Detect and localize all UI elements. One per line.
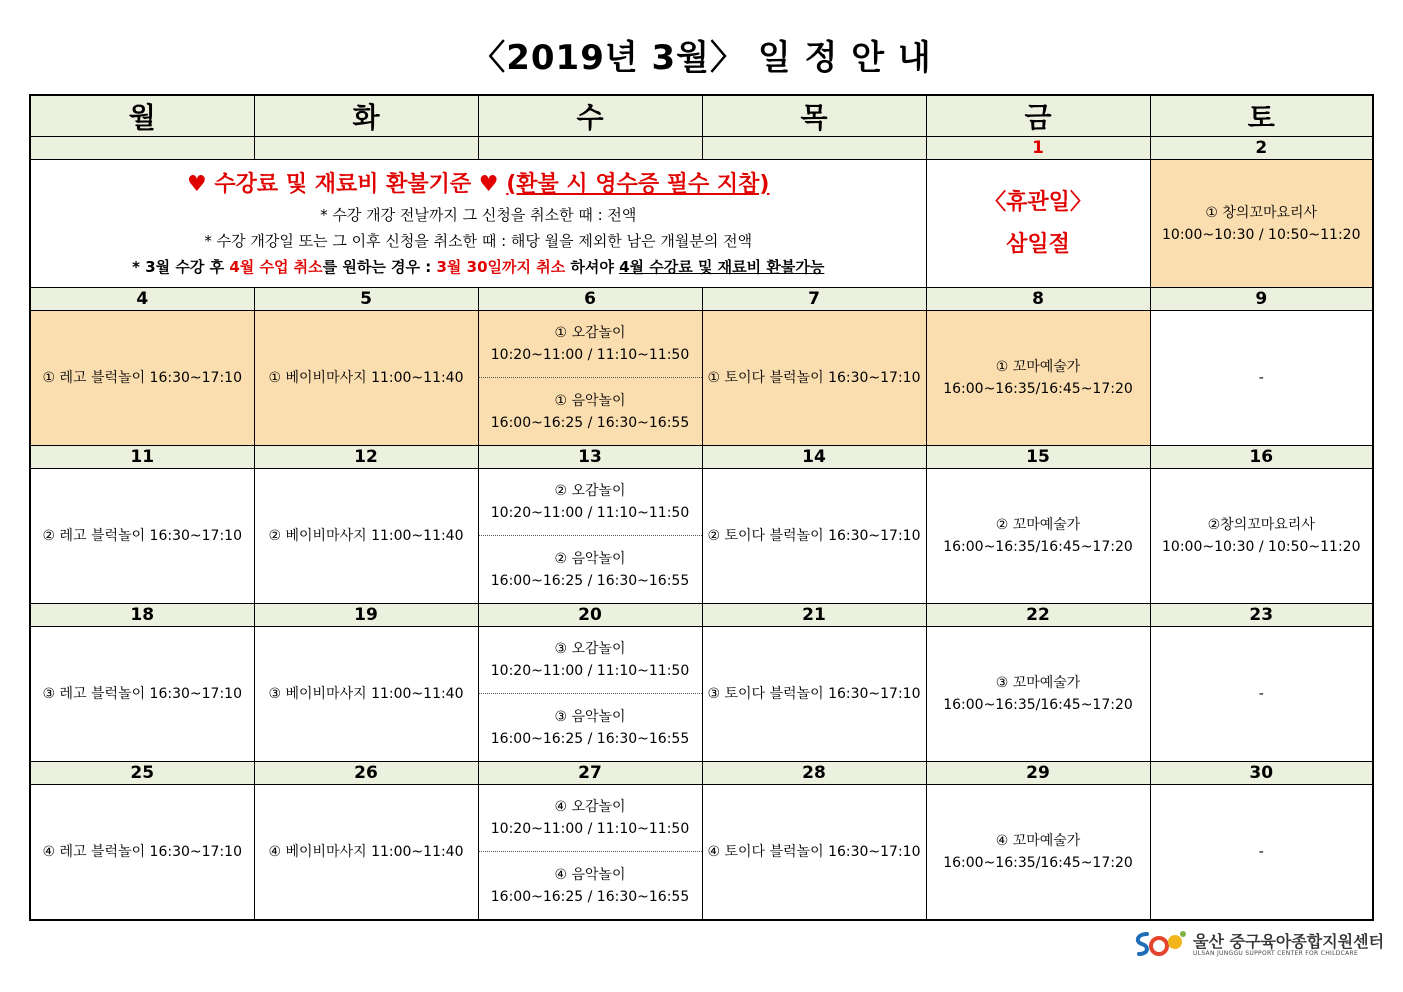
- logo-subtitle: ULSAN JUNGGU SUPPORT CENTER FOR CHILDCARE: [1193, 950, 1359, 957]
- date-cell: 23: [1150, 604, 1373, 627]
- program-time: 16:00~16:25 / 16:30~16:55: [490, 730, 690, 747]
- schedule-cell-thu: ③ 토이다 블럭놀이 16:30~17:10: [702, 627, 926, 762]
- program-name: ③ 오감놀이: [554, 641, 626, 657]
- date-row: [30, 604, 1373, 627]
- logo-name: 울산 중구육아종합지원센터: [1193, 932, 1385, 951]
- program-name: ① 꼬마예술가: [995, 359, 1081, 375]
- date-cell: 9: [1150, 288, 1373, 311]
- date-cell-holiday: 1: [926, 137, 1150, 160]
- weekday-tue: 화: [254, 95, 478, 137]
- logo-icon: [1133, 928, 1189, 960]
- schedule-cell-tue: ① 베이비마사지 11:00~11:40: [254, 311, 478, 446]
- date-cell: 26: [254, 762, 478, 785]
- schedule-cell-sat: [1150, 627, 1373, 762]
- weekday-header-row: [30, 95, 1373, 137]
- date-cell: 22: [926, 604, 1150, 627]
- program-name: ① 창의꼬마요리사: [1205, 204, 1318, 221]
- schedule-cell-thu: ④ 토이다 블럭놀이 16:30~17:10: [702, 785, 926, 921]
- date-cell: 11: [30, 446, 254, 469]
- schedule-cell-tue: ② 베이비마사지 11:00~11:40: [254, 469, 478, 604]
- schedule-cell-sat: [1150, 469, 1373, 604]
- program-name: ④ 꼬마예술가: [995, 833, 1081, 849]
- date-cell: [30, 137, 254, 160]
- date-row: [30, 446, 1373, 469]
- date-cell: 20: [478, 604, 702, 627]
- refund-heading-right: (환불 시 영수증 필수 지참): [506, 171, 770, 197]
- weekday-thu: 목: [702, 95, 926, 137]
- schedule-cell-mon: ① 레고 블럭놀이 16:30~17:10: [30, 311, 254, 446]
- program-name: -: [1258, 370, 1264, 386]
- page-title: 〈2019년 3월〉 일 정 안 내: [471, 38, 932, 78]
- wed-morning: [479, 469, 702, 536]
- refund-policy: [30, 160, 926, 288]
- date-cell: [478, 137, 702, 160]
- date-cell: [254, 137, 478, 160]
- date-cell: 21: [702, 604, 926, 627]
- program-name: ③ 꼬마예술가: [995, 675, 1081, 691]
- wed-morning: [479, 785, 702, 852]
- weekday-wed: 수: [478, 95, 702, 137]
- program-time: 16:00~16:35/16:45~17:20: [943, 539, 1133, 555]
- date-cell: 19: [254, 604, 478, 627]
- date-cell: 25: [30, 762, 254, 785]
- program-name: -: [1258, 844, 1264, 860]
- date-cell: 2: [1150, 137, 1373, 160]
- schedule-cell-wed: [478, 627, 702, 762]
- schedule-cell-wed: [478, 311, 702, 446]
- refund-heading: [31, 168, 926, 202]
- schedule-cell-fri: [926, 469, 1150, 604]
- refund-line-3a: * 3월 수강 후: [132, 257, 230, 276]
- program-name: ④ 오감놀이: [554, 799, 626, 815]
- date-cell: 5: [254, 288, 478, 311]
- date-row: [30, 762, 1373, 785]
- date-cell: 12: [254, 446, 478, 469]
- date-cell: 16: [1150, 446, 1373, 469]
- schedule-cell-mon: ③ 레고 블럭놀이 16:30~17:10: [30, 627, 254, 762]
- program-name: ② 꼬마예술가: [995, 517, 1081, 533]
- schedule-cell-sat: [1150, 160, 1373, 288]
- program-time: 16:00~16:25 / 16:30~16:55: [490, 888, 690, 905]
- program-time: 16:00~16:25 / 16:30~16:55: [490, 572, 690, 589]
- date-cell: 4: [30, 288, 254, 311]
- date-cell: 29: [926, 762, 1150, 785]
- schedule-cell-fri: [926, 627, 1150, 762]
- refund-line-3b: 4월 수업 취소: [229, 257, 323, 276]
- schedule-cell-thu: ① 토이다 블럭놀이 16:30~17:10: [702, 311, 926, 446]
- schedule-cell-mon: ④ 레고 블럭놀이 16:30~17:10: [30, 785, 254, 921]
- date-row: [30, 137, 1373, 160]
- refund-line-3d: 3월 30일까지 취소: [436, 257, 566, 276]
- wed-morning: [479, 627, 702, 694]
- date-row: [30, 288, 1373, 311]
- refund-line-3e: 하셔야: [565, 257, 620, 276]
- program-name: ②창의꼬마요리사: [1207, 517, 1315, 533]
- wed-afternoon: [479, 378, 702, 445]
- schedule-cell-wed: [478, 469, 702, 604]
- date-cell: 18: [30, 604, 254, 627]
- schedule-cell-wed: [478, 785, 702, 921]
- wed-morning: [479, 311, 702, 378]
- schedule-cell-thu: ② 토이다 블럭놀이 16:30~17:10: [702, 469, 926, 604]
- program-time: 10:20~11:00 / 11:10~11:50: [490, 663, 690, 679]
- program-time: 16:00~16:35/16:45~17:20: [943, 855, 1133, 871]
- content-row: [30, 311, 1373, 446]
- center-logo: [1133, 928, 1385, 960]
- program-time: 10:20~11:00 / 11:10~11:50: [490, 505, 690, 521]
- content-row: [30, 469, 1373, 604]
- program-time: 10:20~11:00 / 11:10~11:50: [490, 821, 690, 837]
- holiday-label: 〈휴관일〉: [984, 189, 1092, 215]
- program-time: 10:00~10:30 / 10:50~11:20: [1162, 226, 1361, 243]
- program-time: 10:00~10:30 / 10:50~11:20: [1162, 539, 1361, 555]
- schedule-cell-mon: ② 레고 블럭놀이 16:30~17:10: [30, 469, 254, 604]
- weekday-sat: 토: [1150, 95, 1373, 137]
- schedule-cell-fri: [926, 785, 1150, 921]
- program-time: 16:00~16:35/16:45~17:20: [943, 381, 1133, 397]
- refund-line-3f: 4월 수강료 및 재료비 환불가능: [619, 257, 825, 276]
- date-cell: 6: [478, 288, 702, 311]
- program-name: ② 오감놀이: [554, 483, 626, 499]
- program-time: 16:00~16:35/16:45~17:20: [943, 697, 1133, 713]
- date-cell: 28: [702, 762, 926, 785]
- wed-afternoon: [479, 536, 702, 603]
- schedule-cell-sat: [1150, 785, 1373, 921]
- date-cell: 7: [702, 288, 926, 311]
- date-cell: 27: [478, 762, 702, 785]
- program-name: ① 오감놀이: [554, 325, 626, 341]
- program-time: 16:00~16:25 / 16:30~16:55: [490, 414, 690, 431]
- refund-line-1: * 수강 개강 전날까지 그 신청을 취소한 때 : 전액: [320, 205, 637, 224]
- refund-heading-left: ♥ 수강료 및 재료비 환불기준 ♥: [187, 171, 499, 197]
- holiday-cell: [926, 160, 1150, 288]
- program-name: ② 음악놀이: [554, 550, 626, 567]
- date-cell: [702, 137, 926, 160]
- content-row: [30, 785, 1373, 921]
- program-name: ③ 음악놀이: [554, 708, 626, 725]
- refund-line-3: [31, 254, 926, 280]
- date-cell: 13: [478, 446, 702, 469]
- program-name: ① 음악놀이: [554, 392, 626, 409]
- content-row: [30, 627, 1373, 762]
- wed-afternoon: [479, 694, 702, 761]
- program-name: ④ 음악놀이: [554, 866, 626, 883]
- wed-afternoon: [479, 852, 702, 919]
- schedule-cell-fri: [926, 311, 1150, 446]
- weekday-mon: 월: [30, 95, 254, 137]
- program-name: -: [1258, 686, 1264, 702]
- program-time: 10:20~11:00 / 11:10~11:50: [490, 347, 690, 363]
- schedule-calendar: [29, 94, 1374, 921]
- refund-line-3c: 를 원하는 경우 :: [322, 257, 437, 276]
- date-cell: 14: [702, 446, 926, 469]
- schedule-cell-tue: ③ 베이비마사지 11:00~11:40: [254, 627, 478, 762]
- date-cell: 30: [1150, 762, 1373, 785]
- schedule-cell-sat: [1150, 311, 1373, 446]
- holiday-name: 삼일절: [1006, 231, 1070, 257]
- refund-line-2: * 수강 개강일 또는 그 이후 신청을 취소한 때 : 해당 월을 제외한 남은 개월분의 전액: [204, 231, 753, 250]
- date-cell: 8: [926, 288, 1150, 311]
- schedule-cell-tue: ④ 베이비마사지 11:00~11:40: [254, 785, 478, 921]
- content-row: [30, 160, 1373, 288]
- date-cell: 15: [926, 446, 1150, 469]
- weekday-fri: 금: [926, 95, 1150, 137]
